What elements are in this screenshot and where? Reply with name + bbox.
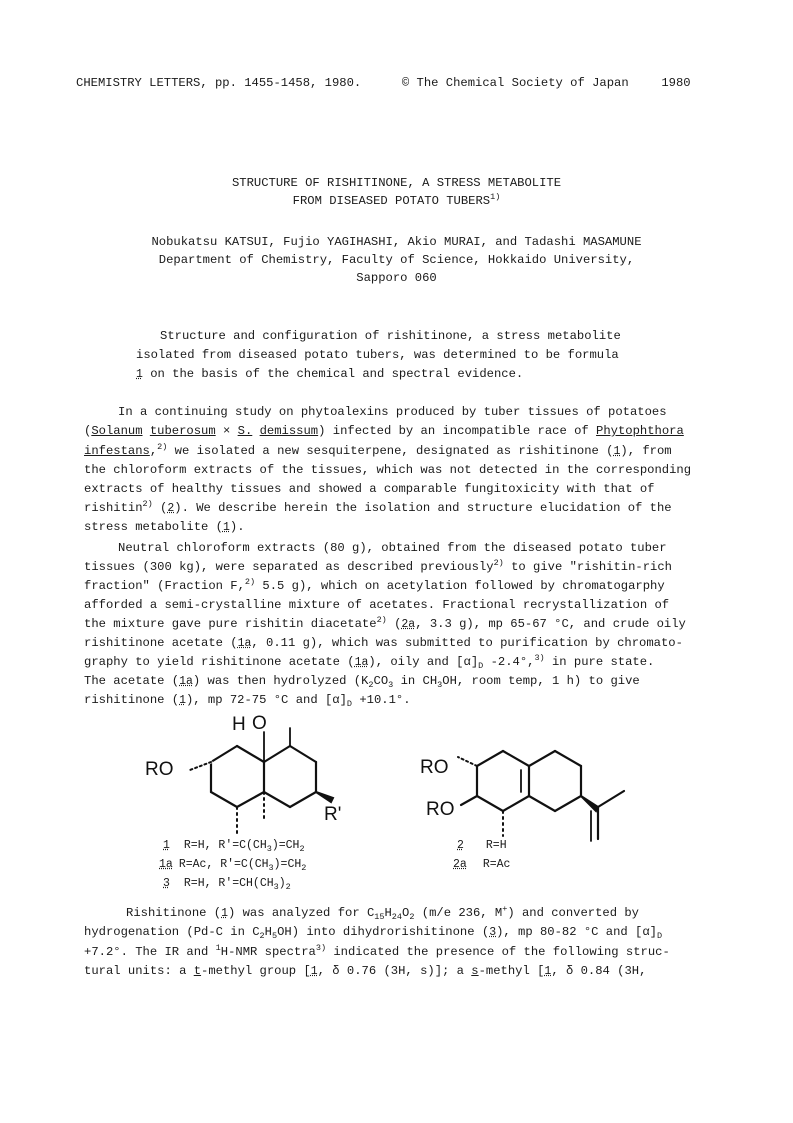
affiliation-line-2: Sapporo 060 bbox=[356, 271, 437, 285]
body-p1-line-1: In a continuing study on phytoalexins produced by tuber tissues of potatoes bbox=[118, 405, 667, 419]
society-name: The Chemical Society of Japan bbox=[416, 76, 629, 90]
body-p2-line-3: fraction" (Fraction F,$^{2)}$ 5.5 g), which on acetylation followed by chromatogarphy bbox=[84, 577, 665, 593]
body-p3-line-4: tural units: a t-methyl group [1, δ 0.76 (3H, s)]; a s-methyl [1, δ 0.84 (3H, bbox=[84, 964, 647, 978]
compound-number: 3 bbox=[489, 926, 497, 939]
body-p1-line-7: stress metabolite (1). bbox=[84, 520, 245, 534]
body-p3-line-2: hydrogenation (Pd-C in $C_2H_5OH$) into dihydrorishitinone (3), mp 80-82 °C and $[\alpha]_D$ bbox=[84, 925, 663, 941]
affiliation-line-1: Department of Chemistry, Faculty of Science, Hokkaido University, bbox=[158, 253, 635, 267]
header-year: 1980 bbox=[661, 76, 691, 90]
compound-number: 1 bbox=[544, 965, 552, 978]
body-p1-line-5: extracts of healthy tissues and showed a comparable fungitoxicity with that of bbox=[84, 482, 655, 496]
compound-number: 1 bbox=[136, 368, 143, 381]
body-p2-line-4: afforded a semi-crystalline mixture of acetates. Fractional recrystallization of bbox=[84, 598, 670, 612]
author-list: Nobukatsu KATSUI, Fujio YAGIHASHI, Akio MURAI, and Tadashi MASAMUNE bbox=[151, 235, 642, 249]
caption-compound-2a: 2a R=Ac bbox=[453, 858, 511, 871]
structure-label-r-prime: R' bbox=[324, 804, 342, 825]
compound-number: 1 bbox=[222, 521, 230, 534]
body-p1-line-6: rishitin$^{2)}$ (2). We describe herein the isolation and structure elucidation of the bbox=[84, 499, 672, 515]
compound-number: 1 bbox=[221, 907, 228, 920]
compound-number: 1a bbox=[179, 675, 193, 688]
body-p3-line-3: +7.2°. The IR and $^1$H-NMR spectra$^{3)}$ indicated the presence of the following struc- bbox=[84, 943, 670, 959]
body-p2-line-8: The acetate (1a) was then hydrolyzed ($K_2CO_3$ in $CH_3OH$, room temp, 1 h) to give bbox=[84, 674, 640, 690]
rishitinone-skeleton bbox=[190, 728, 316, 807]
rishitin-skeleton bbox=[461, 751, 624, 841]
compound-number: 2 bbox=[167, 502, 175, 515]
structure-label-ro-top: RO bbox=[420, 757, 449, 778]
compound-number: 1a bbox=[354, 656, 369, 669]
body-p2-line-7: graphy to yield rishitinone acetate (1a), oily and $[\alpha]_D$ -2.4°,$^{3)}$ in pure state. bbox=[84, 653, 655, 671]
caption-compound-2: 2 R=H bbox=[457, 839, 507, 852]
paper-title-line-2: FROM DISEASED POTATO TUBERS$^{1)}$ bbox=[292, 192, 501, 208]
body-p2-line-6: rishitinone acetate (1a, 0.11 g), which was submitted to purification by chromato- bbox=[84, 636, 683, 650]
compound-number: 1a bbox=[237, 637, 252, 650]
body-p1-line-3: infestans,$^{2)}$ we isolated a new sesquiterpene, designated as rishitinone (1), from bbox=[84, 442, 672, 458]
compound-number: 2a bbox=[401, 618, 416, 631]
body-p3-line-1: Rishitinone (1) was analyzed for $C_{15}H_{24}O_2$ (m/e 236, M+) and converted by bbox=[126, 904, 639, 922]
caption-compound-1: 1 R=H, $R'=C(CH_3)=CH_2$ bbox=[163, 839, 305, 854]
compound-number: 1 bbox=[613, 445, 621, 458]
abstract-line-3: 1 on the basis of the chemical and spectral evidence. bbox=[136, 367, 524, 381]
compound-number: 1 bbox=[310, 965, 318, 978]
body-p1-line-2: (Solanum tuberosum × S. demissum) infected by an incompatible race of Phytophthora bbox=[84, 424, 684, 438]
structure-label-ro-bottom: RO bbox=[426, 799, 455, 820]
journal-citation: CHEMISTRY LETTERS, pp. 1455-1458, 1980. bbox=[76, 76, 362, 90]
structure-label-ro: RO bbox=[145, 759, 174, 780]
compound-number: 1 bbox=[179, 694, 186, 707]
body-p2-line-2: tissues (300 kg), were separated as described previously$^{2)}$ to give "rishitin-rich bbox=[84, 558, 672, 574]
body-p2-line-5: the mixture gave pure rishitin diacetate$^{2)}$ (2a, 3.3 g), mp 65-67 °C, and crude oily bbox=[84, 615, 686, 631]
body-p1-line-4: the chloroform extracts of the tissues, which was not detected in the corresponding bbox=[84, 463, 692, 477]
title-footnote-ref: 1) bbox=[490, 192, 501, 202]
abstract-line-2: isolated from diseased potato tubers, was determined to be formula bbox=[136, 348, 619, 362]
caption-compound-3: 3 R=H, $R'=CH(CH_3)_2$ bbox=[163, 877, 291, 892]
structure-label-h: H bbox=[232, 714, 246, 735]
copyright-symbol: © bbox=[401, 76, 410, 90]
abstract-line-1: Structure and configuration of rishitinone, a stress metabolite bbox=[160, 329, 621, 343]
body-p2-line-9: rishitinone (1), mp 72-75 °C and $[\alpha]_D +10.1^\circ$. bbox=[84, 693, 411, 709]
body-p2-line-1: Neutral chloroform extracts (80 g), obtained from the diseased potato tuber bbox=[118, 541, 667, 555]
structure-label-o: O bbox=[252, 713, 267, 734]
paper-title-line-1: STRUCTURE OF RISHITINONE, A STRESS METABOLITE bbox=[231, 176, 562, 190]
caption-compound-1a: 1a R=Ac, $R'=C(CH_3)=CH_2$ bbox=[159, 858, 307, 873]
